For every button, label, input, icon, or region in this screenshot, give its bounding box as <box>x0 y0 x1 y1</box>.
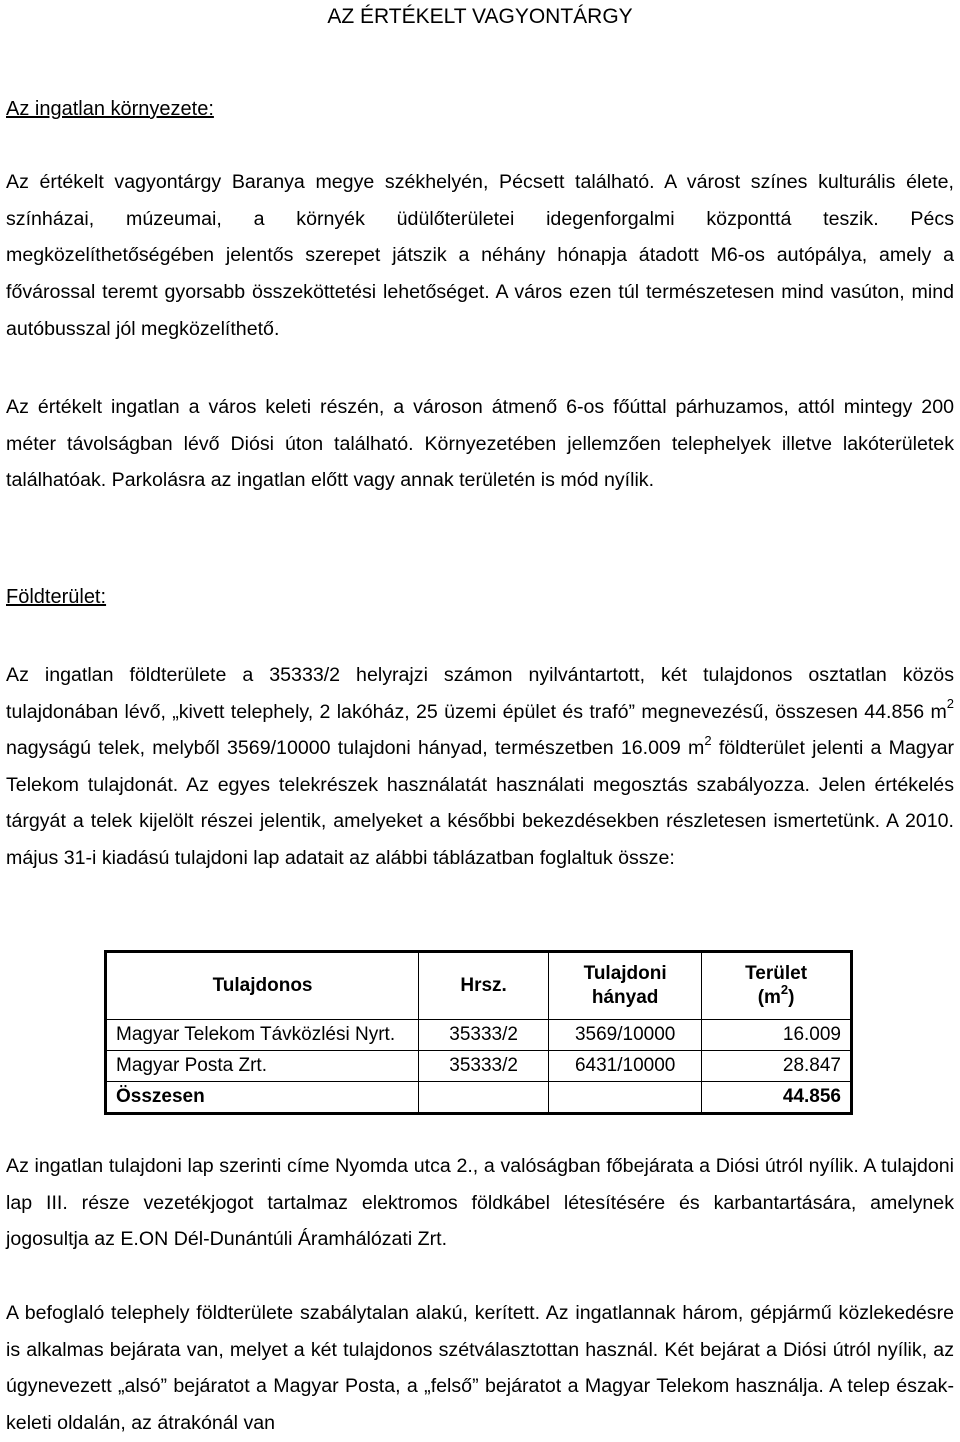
total-area: 44.856 <box>702 1082 852 1114</box>
total-empty-hrsz <box>419 1082 549 1114</box>
header-owner: Tulajdonos <box>106 952 419 1020</box>
cell-area: 16.009 <box>702 1020 852 1051</box>
cell-area: 28.847 <box>702 1051 852 1082</box>
ownership-table <box>104 950 853 1115</box>
land-paragraph-1-part-b: nagyságú telek, melyből 3569/10000 tulajdoni hányad, természetben 16.009 m <box>6 737 705 760</box>
cell-owner: Magyar Telekom Távközlési Nyrt. <box>106 1020 419 1051</box>
land-heading: Földterület: <box>6 586 107 608</box>
header-area: Terület $(m^2)$ <box>702 952 852 1020</box>
table-row <box>106 1020 852 1051</box>
land-paragraph-3: A befoglaló telephely földterülete szabálytalan alakú, kerített. Az ingatlannak három, gépjármű közlekedésre is alkalmas bejárata van, melyet a két tulajdonos szétválasztottan használ. Két bejárat a Diósi útról nyílik, az úgynevezett „alsó” bejáratot a Magyar Posta, a „felső” bejáratot a Magyar Telekom használja. A telep észak-keleti oldalán, az átrakónál van <box>6 1302 954 1435</box>
total-label: Összesen <box>106 1082 419 1114</box>
cell-share: 6431/10000 <box>549 1051 702 1082</box>
cell-hrsz: 35333/2 <box>419 1051 549 1082</box>
squaremeter-superscript: 2 <box>946 696 954 712</box>
environment-paragraph-1: Az értékelt vagyontárgy Baranya megye székhelyén, Pécsett található. A várost színes kulturális élete, színházai, múzeumai, a környék üdülőterületei idegenforgalmi központtá teszik. Pécs megközelíthetőségében jelentős szerepet játszik a néhány hónapja átadott M6-os autópálya, amely a fővárossal teremt gyorsabb összeköttetési lehetőséget. A város ezen túl természetesen mind vasúton, mind autóbusszal jól megközelíthető. <box>6 171 954 340</box>
table-total-row <box>106 1082 852 1114</box>
environment-paragraph-2: Az értékelt ingatlan a város keleti részén, a városon átmenő 6-os főúttal párhuzamos, attól mintegy 200 méter távolságban lévő Diósi úton található. Környezetében jellemzően telephelyek illetve lakóterületek találhatóak. Parkolásra az ingatlan előtt vagy annak területén is mód nyílik. <box>6 396 954 492</box>
environment-heading: Az ingatlan környezete: <box>6 98 214 120</box>
land-paragraph-1-part-a: Az ingatlan földterülete a 35333/2 helyrajzi számon nyilvántartott, két tulajdonos osztatlan közös tulajdonában lévő, „kivett telephely, 2 lakóház, 25 üzemi épület és trafó” megnevezésű, összesen 44.856 m <box>6 664 954 723</box>
cell-owner: Magyar Posta Zrt. <box>106 1051 419 1082</box>
header-share: Tulajdoni hányad <box>549 952 702 1020</box>
land-paragraph-1-part-c: földterület jelenti a Magyar Telekom tulajdonát. Az egyes telekrészek használatát használati megosztás szabályozza. Jelen értékelés tárgyát a telek kijelölt részei jelentik, amelyeket a későbbi bekezdésekben részletesen ismertetünk. A 2010. május 31-i kiadású tulajdoni lap adatait az alábbi táblázatban foglaltuk össze: <box>6 737 955 869</box>
total-empty-share <box>549 1082 702 1114</box>
cell-share: 3569/10000 <box>549 1020 702 1051</box>
squaremeter-superscript: 2 <box>704 732 712 748</box>
land-paragraph-2: Az ingatlan tulajdoni lap szerinti címe Nyomda utca 2., a valóságban főbejárata a Diósi útról nyílik. A tulajdoni lap III. része vezetékjogot tartalmaz elektromos földkábel létesítésére és karbantartására, amelynek jogosultja az E.ON Dél-Dunántúli Áramhálózati Zrt. <box>6 1155 954 1251</box>
header-hrsz: Hrsz. <box>419 952 549 1020</box>
table-header-row <box>106 952 852 1020</box>
page-title: AZ ÉRTÉKELT VAGYONTÁRGY <box>327 5 633 28</box>
table-row <box>106 1051 852 1082</box>
cell-hrsz: 35333/2 <box>419 1020 549 1051</box>
land-paragraph-1 <box>6 657 954 877</box>
